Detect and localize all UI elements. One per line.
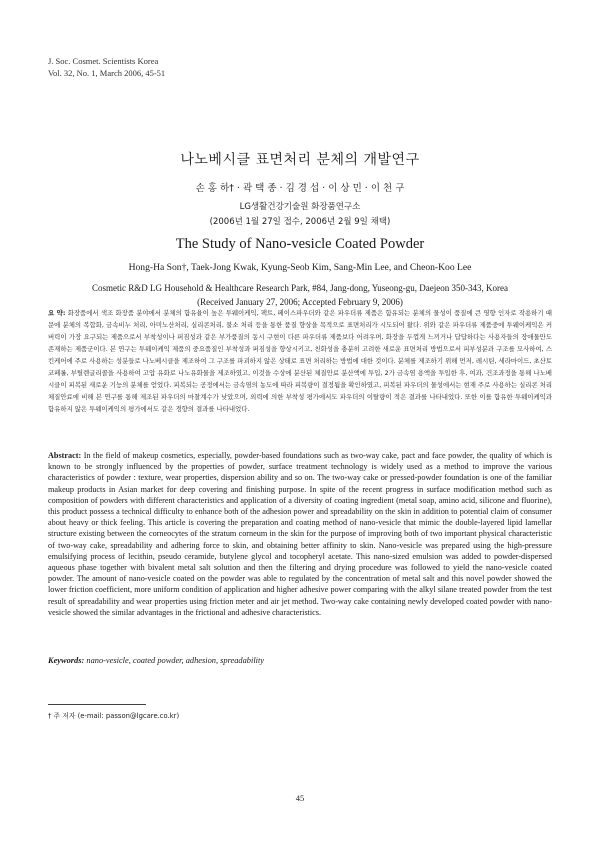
- journal-name: J. Soc. Cosmet. Scientists Korea: [48, 56, 159, 66]
- korean-title: 나노베시클 표면처리 분체의 개발연구: [180, 152, 420, 168]
- korean-abstract-label: 요 약:: [48, 309, 66, 317]
- page-number: 45: [295, 793, 305, 803]
- korean-authors: 손 홍 하† · 곽 택 종 · 김 경 섭 · 이 상 민 · 이 천 구: [195, 183, 405, 194]
- korean-affiliation-block: [0, 200, 600, 230]
- english-authors: Hong-Ha Son†, Taek-Jong Kwak, Kyung-Seob Kim, Sang-Min Lee, and Cheon-Koo Lee: [128, 262, 472, 273]
- journal-citation: [48, 55, 165, 79]
- korean-dates: (2006년 1월 27일 접수, 2006년 2월 9일 채택): [209, 217, 391, 227]
- english-abstract-text: In the field of makeup cosmetics, especially, powder-based foundations such as two-way cake, pact and face powder, the quality of which is known to be strongly influenced by the properties of powder, surface treatment technology is widely used as a method to improve the various characteristics of powder : texture, wear properties, dispersion ability and so on. The two-way cake or pressed-powder foundation is one of the familiar makeup products in Asian market for deep covering and finishing purpose. In spite of the recent progress in surface modification method such as composition of powders with different characteristics and application of a diversity of coating ingredient (metal soap, amino acid, silicone and fluorine), this product possess a technical difficulty to enhance both of the adhesion power and spreadability on the skin in addition to potential claim of consumer about heavy or thick feeling. This article is covering the preparation and coating method of nano-vesicle that mimic the double-layered lipid lamellar structure existing between the corneocytes of the stratum corneum in the skin for the purpose of improving both of two important physical characteristic of two-way cake, spreadability and adhering force to skin, and obtaining better affinity to skin. Nano-vesicle was prepared using the high-pressure emulsifying process of lecithin, pseudo ceramide, butylene glycol and tocopheryl acetate. This nano-sized emulsion was added to powder-dispersed aqueous phase together with bivalent metal salt solution and then the filtering and drying procedure was followed to yield the nano-vesicle coated powder. The amount of nano-vesicle coated on the powder was able to regulated by the concentration of metal salt and this novel powder showed the lower friction coefficient, more uniform condition of application and higher adhesive power comparing with the alkyl silane treated powder from the test result of spreadability and wear properties using friction meter and air jet method. Two-way cake containing newly developed coated powder with nano-vesicle showed the similar advantages in the frictional and adhesive characteristics.: [48, 451, 552, 617]
- english-affiliation-block: [0, 281, 600, 309]
- footnote-divider: [48, 704, 146, 705]
- english-abstract-label: Abstract:: [48, 451, 82, 460]
- keywords-label: Keywords:: [48, 656, 85, 665]
- journal-volume: Vol. 32, No. 1, March 2006, 45-51: [48, 68, 166, 78]
- korean-abstract: [48, 307, 552, 415]
- korean-affiliation: LG생활건강기술원 화장품연구소: [239, 202, 361, 212]
- korean-abstract-text: 화장품에서 색조 화장품 분야에서 분체의 함유율이 높은 투웨이케익, 팩트, 페이스파우더와 같은 파우더류 제품은 함유되는 분체의 물성이 품질에 큰 영향 인자로 작용하기 때문에 분체의 복합화, 금속비누 처리, 아미노산처리, 실리콘처리, 불소 처리 등을 통한 품질 향상을 목적으로 표면처리가 시도되어 왔다. 위와 같은 파우더류 제품중에 투웨이케익은 커버력이 가장 요구되는 제품으로서 부착성이나 퍼짐성과 같은 부가품질의 동시 구현이 다른 파우더류 제품보다 어려우며, 화장을 두껍게 느끼거나 답답하다는 사용자들의 장애물만도 존재하는 제품군이다. 본 연구는 투웨이케익 제품의 중요품질인 부착성과 퍼짐성을 향상시키고, 친화성을 충분히 고려한 새로운 표면처리 방법으로서 피부성분과 구조를 모사하여, 스킨케어에 주로 사용하는 성분들로 나노베시클을 제조하여 그 구조를 파괴하지 않은 상태로 표면 처리하는 방법에 대한 것이다. 분체를 제조하기 위해 먼저, 레시틴, 세라마이드, 초산토코페롤, 부틸렌글리콜을 사용하여 고압 유화로 나노유화물을 제조하였고, 이것을 수상에 분산된 체질안료 분산액에 투입, 2가 금속염 용액을 투입한 후, 여과, 건조과정을 통해 나노베시클이 피복된 새로운 기능의 분체를 얻었다. 피복되는 공정에서는 금속염의 농도에 따라 피복량이 결정됨을 확인하였고, 피복된 파우더의 물성에서는 현재 주로 사용하는 실리콘 처리 체질안료에 비해 본 연구를 통해 제조된 파우더의 마찰계수가 낮았으며, 외력에 의한 부착성 평가에서도 파우더의 이탈량이 적은 결과를 나타내었다. 또한 이를 함유한 투웨이케익과 함유하지 않은 투웨이케익의 평가에서도 같은 경향의 결과를 나타내었다.: [48, 309, 552, 413]
- keywords-text: nano-vesicle, coated powder, adhesion, spreadability: [86, 656, 265, 665]
- english-dates: (Received January 27, 2006; Accepted February 9, 2006): [197, 297, 403, 307]
- english-abstract: [48, 450, 552, 618]
- footnote: † 주 저자 (e-mail: passon@lgcare.co.kr): [48, 712, 180, 720]
- english-title: The Study of Nano-vesicle Coated Powder: [175, 236, 425, 252]
- keywords: [48, 656, 264, 665]
- english-affiliation: Cosmetic R&D LG Household & Healthcare Research Park, #84, Jang-dong, Yuseong-gu, Daejeon 350-343, Korea: [91, 283, 509, 293]
